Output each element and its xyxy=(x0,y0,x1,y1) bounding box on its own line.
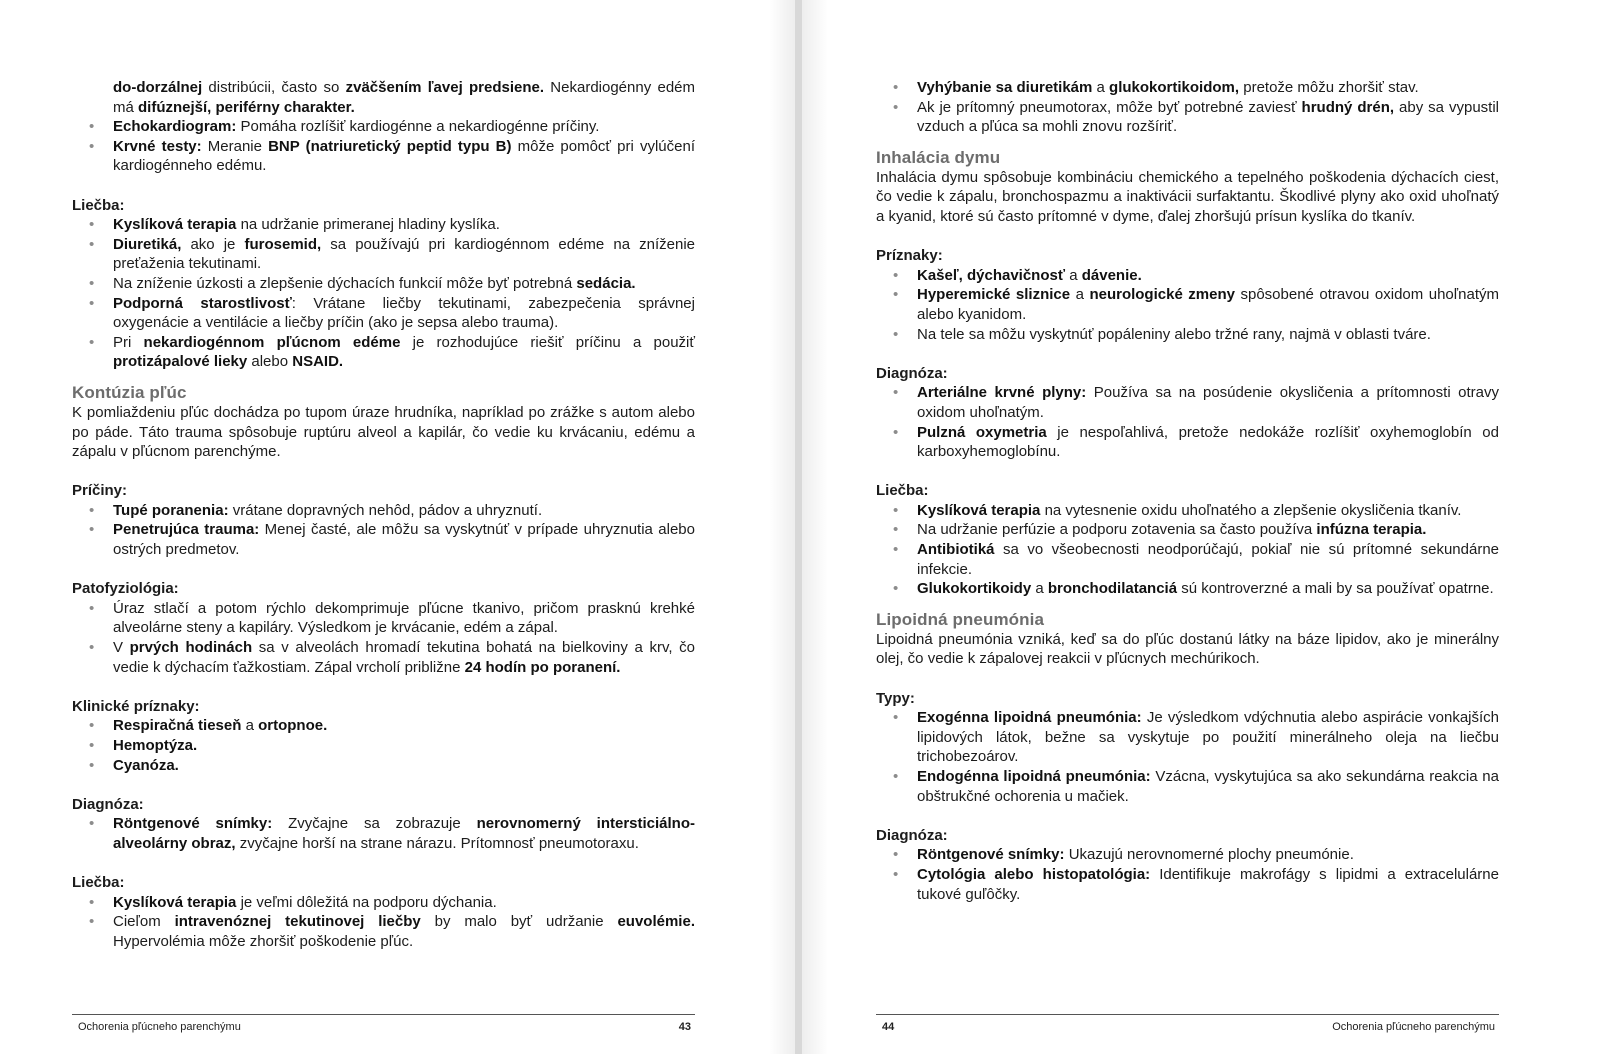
bold-term: nerovnomerný intersticiálno-alveolárny obraz, xyxy=(113,815,696,852)
gutter-shadow xyxy=(802,0,828,1054)
subheading: Klinické príznaky: xyxy=(72,697,200,715)
text-run: Identifikuje makrofágy s lipidmi a extracelulárne tukové guľôčky. xyxy=(917,865,1499,903)
bold-term: Diuretiká, xyxy=(113,235,182,253)
bold-term: glukokortikoidom, xyxy=(1109,79,1240,96)
spacer xyxy=(876,599,1499,609)
subheading: Liečba: xyxy=(72,874,125,892)
list-item xyxy=(72,274,695,294)
list-item xyxy=(876,579,1499,599)
bullet-list xyxy=(876,845,1499,904)
subheading: Diagnóza: xyxy=(876,826,948,844)
bold-term: Kyslíková terapia xyxy=(917,501,1041,519)
list-item xyxy=(72,893,695,913)
text-run: sa v alveolách hromadí tekutina bohatá na bielkoviny a krv, čo vedie k dýchacím ťažkostiam. Zápal vrcholí približne xyxy=(113,639,695,676)
text-run: a xyxy=(1031,580,1048,598)
list-item xyxy=(72,520,695,559)
spacer xyxy=(876,669,1499,689)
text-run: sú kontroverzné a mali by sa používať opatrne. xyxy=(1177,580,1494,598)
text-run: Ukazujú nerovnomerné plochy pneumónie. xyxy=(1064,846,1354,864)
spacer xyxy=(876,806,1499,826)
list-item xyxy=(876,98,1499,137)
list-item xyxy=(72,137,695,176)
bold-term: Respiračná tieseň xyxy=(113,717,242,735)
bold-term: Echokardiogram: xyxy=(113,118,237,136)
bold-term: Arteriálne krvné plyny: xyxy=(917,384,1087,402)
body-paragraph: Lipoidná pneumónia vzniká, keď sa do pľúc dostanú látky na báze lipidov, ako je minerálny olej, čo vedie k zápalovej reakcii v pľúcnych mechúrikoch. xyxy=(876,630,1499,668)
bullet-list xyxy=(876,708,1499,806)
section-heading: Lipoidná pneumónia xyxy=(876,609,1045,629)
text-run: Vzácna, vyskytujúca sa ako sekundárna reakcia na obštrukčné ochorenia u mačiek. xyxy=(917,768,1499,805)
spacer xyxy=(72,176,695,196)
spacer xyxy=(72,462,695,482)
list-item xyxy=(876,520,1499,540)
bullet-list xyxy=(876,383,1499,461)
text-run: pretože môžu zhoršiť stav. xyxy=(1239,79,1419,96)
bold-term: Podporná starostlivosť xyxy=(113,294,292,312)
text-run: Pomáha rozlíšiť kardiogénne a nekardiogénne príčiny. xyxy=(236,118,600,136)
list-item xyxy=(72,117,695,137)
bold-term: Kyslíková terapia xyxy=(113,216,237,234)
list-item xyxy=(876,78,1499,98)
list-item xyxy=(876,285,1499,324)
text-run: na udržanie primeranej hladiny kyslíka. xyxy=(236,216,500,234)
section-heading: Inhalácia dymu xyxy=(876,147,1001,167)
list-item xyxy=(876,325,1499,345)
text-run: distribúcii, často so xyxy=(202,79,346,96)
bold-term: euvolémie. xyxy=(617,913,695,931)
list-item xyxy=(876,383,1499,422)
text-run: Ak je prítomný pneumotorax, môže byť potrebné zaviesť xyxy=(917,98,1302,116)
list-item xyxy=(72,333,695,372)
bold-term: Antibiotiká xyxy=(917,541,995,559)
text-run: V xyxy=(113,639,130,657)
subheading: Patofyziológia: xyxy=(72,580,179,598)
bold-term: Krvné testy: xyxy=(113,137,202,155)
text-run: a xyxy=(241,717,259,735)
list-item xyxy=(72,638,695,677)
text-run: sa vo všeobecnosti neodporúčajú, pokiaľ nie sú prítomné sekundárne infekcie. xyxy=(917,541,1499,578)
page-left-footer xyxy=(72,1014,695,1045)
text-run: a xyxy=(1092,79,1110,96)
bold-term: Hyperemické sliznice xyxy=(917,286,1071,304)
body-paragraph: Inhalácia dymu spôsobuje kombináciu chemického a tepelného poškodenia dýchacích ciest, čo vedie k zápalu, bronchospazmu a inaktivácii surfaktantu. Škodlivé plyny ako oxid uhoľnatý a kyanid, ktoré sú často prítomné v dyme, ďalej zhoršujú prísun kyslíka do tkanív. xyxy=(876,168,1499,225)
spacer xyxy=(72,775,695,795)
text-run: Úraz stlačí a potom rýchlo dekomprimuje pľúcne tkanivo, pričom prasknú krehké alveolárne steny a kapiláry. Výsledkom je krvácanie, edém a zápal. xyxy=(113,599,695,637)
text-run: zvyčajne horší na strane nárazu. Prítomnosť pneumotoraxu. xyxy=(235,834,639,852)
spacer xyxy=(72,372,695,382)
list-item xyxy=(72,78,695,117)
bold-term: furosemid, xyxy=(244,235,322,253)
list-item xyxy=(72,716,695,736)
spacer xyxy=(72,560,695,580)
text-run: Používa sa na posúdenie okysličenia a prítomnosti otravy oxidom uhoľnatým. xyxy=(917,384,1500,421)
list-item xyxy=(72,501,695,521)
list-item xyxy=(72,814,695,853)
text-run: je rozhodujúce riešiť príčinu a použiť xyxy=(400,333,695,351)
section-heading: Kontúzia pľúc xyxy=(72,382,187,402)
bullet-list xyxy=(72,814,695,853)
list-item xyxy=(72,215,695,235)
body-paragraph: K pomliaždeniu pľúc dochádza po tupom úraze hrudníka, napríklad po zrážke s autom alebo po páde. Táto trauma spôsobuje ruptúru alveol a kapilár, čo vedie ku krvácaniu, edému a zápalu v pľúcnom parenchýme. xyxy=(72,403,695,461)
list-item xyxy=(876,266,1499,286)
bold-term: prvých hodinách xyxy=(129,639,253,657)
text-run: sa používajú pri kardiogénnom edéme na zníženie preťaženia tekutinami. xyxy=(113,235,695,273)
list-item xyxy=(876,865,1499,904)
bold-term: Kyslíková terapia xyxy=(113,893,237,911)
text-run: a xyxy=(1070,286,1090,304)
text-run: : Vrátane liečby tekutinami, zabezpečenia správnej oxygenácie a ventilácie a liečby príčin (ako je sepsa alebo trauma). xyxy=(113,294,695,332)
bold-term: NSAID. xyxy=(292,353,344,371)
bullet-list xyxy=(876,501,1499,599)
bold-term: hrudný drén, xyxy=(1301,98,1395,116)
subheading: Príznaky: xyxy=(876,247,943,265)
list-item xyxy=(72,756,695,776)
bold-term: 24 hodín po poranení. xyxy=(464,658,621,676)
bold-term: Cyanóza. xyxy=(113,756,179,774)
bullet-list xyxy=(72,716,695,775)
list-item xyxy=(72,912,695,951)
bold-term: difúznejší, periférny charakter. xyxy=(138,98,355,116)
text-run: Je výsledkom vdýchnutia alebo aspirácie vonkajších lipidových látok, bežne sa vyskytuje po použití minerálneho oleja na liečbu trichobezoárov. xyxy=(917,709,1500,766)
bold-term: Röntgenové snímky: xyxy=(113,815,273,833)
list-item xyxy=(72,294,695,333)
text-run: Cieľom xyxy=(113,913,175,931)
bullet-list xyxy=(876,266,1499,344)
text-run: ako je xyxy=(181,235,245,253)
page-left-content xyxy=(72,78,695,952)
text-run: by malo byť udržanie xyxy=(420,913,618,931)
footer-chapter-title: Ochorenia pľúcneho parenchýmu xyxy=(1332,1021,1495,1033)
text-run: Hypervolémia môže zhoršiť poškodenie pľúc. xyxy=(113,932,414,950)
subheading: Diagnóza: xyxy=(72,795,144,813)
bold-term: zväčšením ľavej predsiene. xyxy=(345,79,545,96)
bold-term: do-dorzálnej xyxy=(113,79,203,96)
bold-term: dávenie. xyxy=(1081,266,1142,284)
bold-term: Cytológia alebo histopatológia: xyxy=(917,865,1151,883)
bold-term: Glukokortikoidy xyxy=(917,580,1032,598)
list-item xyxy=(72,235,695,274)
bold-term: infúzna terapia. xyxy=(1316,521,1427,539)
bold-term: Tupé poranenia: xyxy=(113,501,229,519)
page-number: 44 xyxy=(882,1021,895,1033)
footer-chapter-title: Ochorenia pľúcneho parenchýmu xyxy=(78,1021,241,1033)
bold-term: bronchodilatanciá xyxy=(1047,580,1178,598)
bold-term: neurologické zmeny xyxy=(1089,286,1235,304)
bold-term: Exogénna lipoidná pneumónia: xyxy=(917,709,1142,727)
gutter-shadow xyxy=(769,0,795,1054)
subheading: Liečba: xyxy=(876,482,929,500)
page-right-content xyxy=(876,78,1499,904)
text-run: Meranie xyxy=(201,137,269,155)
spacer xyxy=(72,677,695,697)
bullet-list xyxy=(72,501,695,560)
subheading: Typy: xyxy=(876,689,915,707)
bullet-list xyxy=(72,215,695,372)
text-run: je nespoľahlivá, pretože nedokáže rozlíšiť oxyhemoglobín od karboxyhemoglobínu. xyxy=(917,423,1499,461)
text-run: je veľmi dôležitá na podporu dýchania. xyxy=(236,893,497,911)
text-run: Zvyčajne sa zobrazuje xyxy=(272,815,477,833)
text-run: Na tele sa môžu vyskytnúť popáleniny alebo tržné rany, najmä v oblasti tváre. xyxy=(917,325,1431,343)
bold-term: protizápalové lieky xyxy=(113,353,248,371)
spacer xyxy=(876,462,1499,482)
list-item xyxy=(876,845,1499,865)
text-run: Na zníženie úzkosti a zlepšenie dýchacích funkcií môže byť potrebná xyxy=(113,274,577,292)
text-run: na vytesnenie oxidu uhoľnatého a zlepšenie okysličenia tkanív. xyxy=(1040,501,1462,519)
subheading: Liečba: xyxy=(72,196,125,214)
subheading: Diagnóza: xyxy=(876,364,948,382)
bullet-list xyxy=(72,599,695,677)
text-run: alebo xyxy=(247,353,293,371)
list-item xyxy=(72,599,695,638)
text-run: môže pomôcť pri vylúčení kardiogénneho edému. xyxy=(113,137,695,175)
list-item xyxy=(876,540,1499,579)
bullet-list xyxy=(876,78,1499,137)
bold-term: intravenóznej tekutinovej liečby xyxy=(174,913,421,931)
bold-term: Pulzná oxymetria xyxy=(917,423,1047,441)
text-run: aby sa vypustil vzduch a pľúca sa mohli znovu rozšíriť. xyxy=(917,98,1499,136)
text-run: spôsobené otravou oxidom uhoľnatým alebo kyanidom. xyxy=(917,286,1499,323)
page-right-footer xyxy=(876,1014,1499,1045)
bold-term: Penetrujúca trauma: xyxy=(113,521,260,539)
spacer xyxy=(876,344,1499,364)
bold-term: nekardiogénnom pľúcnom edéme xyxy=(143,333,401,351)
page-number: 43 xyxy=(678,1021,691,1033)
spacer xyxy=(72,854,695,874)
bold-term: Endogénna lipoidná pneumónia: xyxy=(917,768,1151,785)
bullet-list xyxy=(72,78,695,176)
page-left xyxy=(0,0,795,1054)
bold-term: sedácia. xyxy=(576,274,636,292)
list-item xyxy=(72,736,695,756)
text-run: Nekardiogénny edém má xyxy=(113,79,695,116)
subheading: Príčiny: xyxy=(72,482,128,500)
bullet-list xyxy=(72,893,695,952)
text-run: vrátane dopravných nehôd, pádov a uhryznutí. xyxy=(228,501,543,519)
bold-term: Hemoptýza. xyxy=(113,737,198,754)
bold-term: Vyhýbanie sa diuretikám xyxy=(917,79,1093,96)
list-item xyxy=(876,501,1499,521)
text-run: Menej časté, ale môžu sa vyskytnúť v prípade uhryznutia alebo ostrých predmetov. xyxy=(113,521,695,559)
page-right xyxy=(802,0,1601,1054)
text-run: Pri xyxy=(113,333,144,351)
text-run: a xyxy=(1065,266,1082,284)
spacer xyxy=(876,227,1499,247)
text-run: Na udržanie perfúzie a podporu zotavenia sa často používa xyxy=(917,521,1317,539)
list-item xyxy=(876,767,1499,806)
list-item xyxy=(876,423,1499,462)
bold-term: BNP (natriuretický peptid typu B) xyxy=(268,137,512,155)
list-item xyxy=(876,708,1499,767)
bold-term: ortopnoe. xyxy=(258,717,328,735)
bold-term: Kašeľ, dýchavičnosť xyxy=(917,266,1066,284)
bold-term: Röntgenové snímky: xyxy=(917,846,1065,864)
spacer xyxy=(876,137,1499,147)
